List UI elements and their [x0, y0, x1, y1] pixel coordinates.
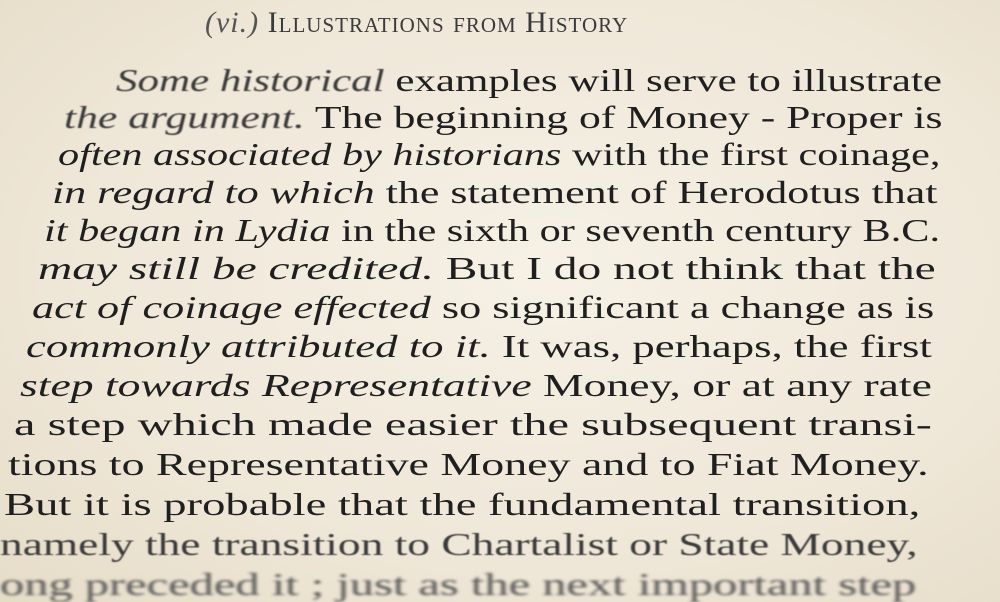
text-segment: tions to Representative Money and to Fiat Money.: [8, 446, 929, 482]
text-segment: ong preceded it ; just as the next important step: [0, 566, 917, 602]
text-segment: The beginning of Money - Proper is: [304, 99, 943, 135]
text-line: [0, 526, 918, 562]
text-segment: namely the transition to Chartalist or State Money,: [0, 526, 918, 562]
text-line: [26, 328, 932, 364]
text-line: [32, 289, 934, 325]
text-line: [14, 406, 932, 442]
text-segment: with the first coinage,: [561, 136, 941, 172]
section-number: (vi.): [205, 6, 260, 39]
text-line: [52, 174, 937, 210]
text-segment: commonly attributed to it.: [26, 328, 491, 364]
text-line: [0, 566, 916, 602]
text-segment: the statement of Herodotus that: [374, 174, 938, 210]
text-segment: in regard to which: [52, 174, 375, 210]
text-segment: it began in Lydia: [44, 212, 331, 248]
text-line: [20, 367, 932, 403]
text-segment: But it is probable that the fundamental transition,: [4, 486, 921, 522]
text-line: [4, 486, 920, 522]
text-segment: in the sixth or seventh century B.C.: [330, 212, 941, 248]
text-segment: examples will serve to illustrate: [384, 62, 942, 98]
text-segment: step towards Representative: [20, 367, 532, 403]
text-segment: a step which made easier the subsequent transi-: [14, 406, 932, 442]
section-heading: [205, 6, 628, 40]
text-line: [116, 62, 942, 98]
text-segment: often associated by historians: [58, 136, 562, 172]
text-segment: may still be credited.: [38, 250, 434, 286]
text-segment: But I do not think that the: [433, 250, 936, 286]
text-line: [58, 136, 940, 172]
text-segment: It was, perhaps, the first: [490, 328, 932, 364]
text-line: [8, 446, 929, 482]
text-line: [44, 212, 940, 248]
section-title: Illustrations from History: [267, 6, 629, 39]
text-segment: the argument.: [64, 99, 305, 135]
text-segment: Money, or at any rate: [531, 367, 932, 403]
text-line: [64, 99, 942, 135]
text-segment: Some historical: [116, 62, 385, 98]
text-line: [38, 250, 936, 286]
text-segment: so significant a change as is: [430, 289, 935, 325]
text-segment: act of coinage effected: [32, 289, 431, 325]
